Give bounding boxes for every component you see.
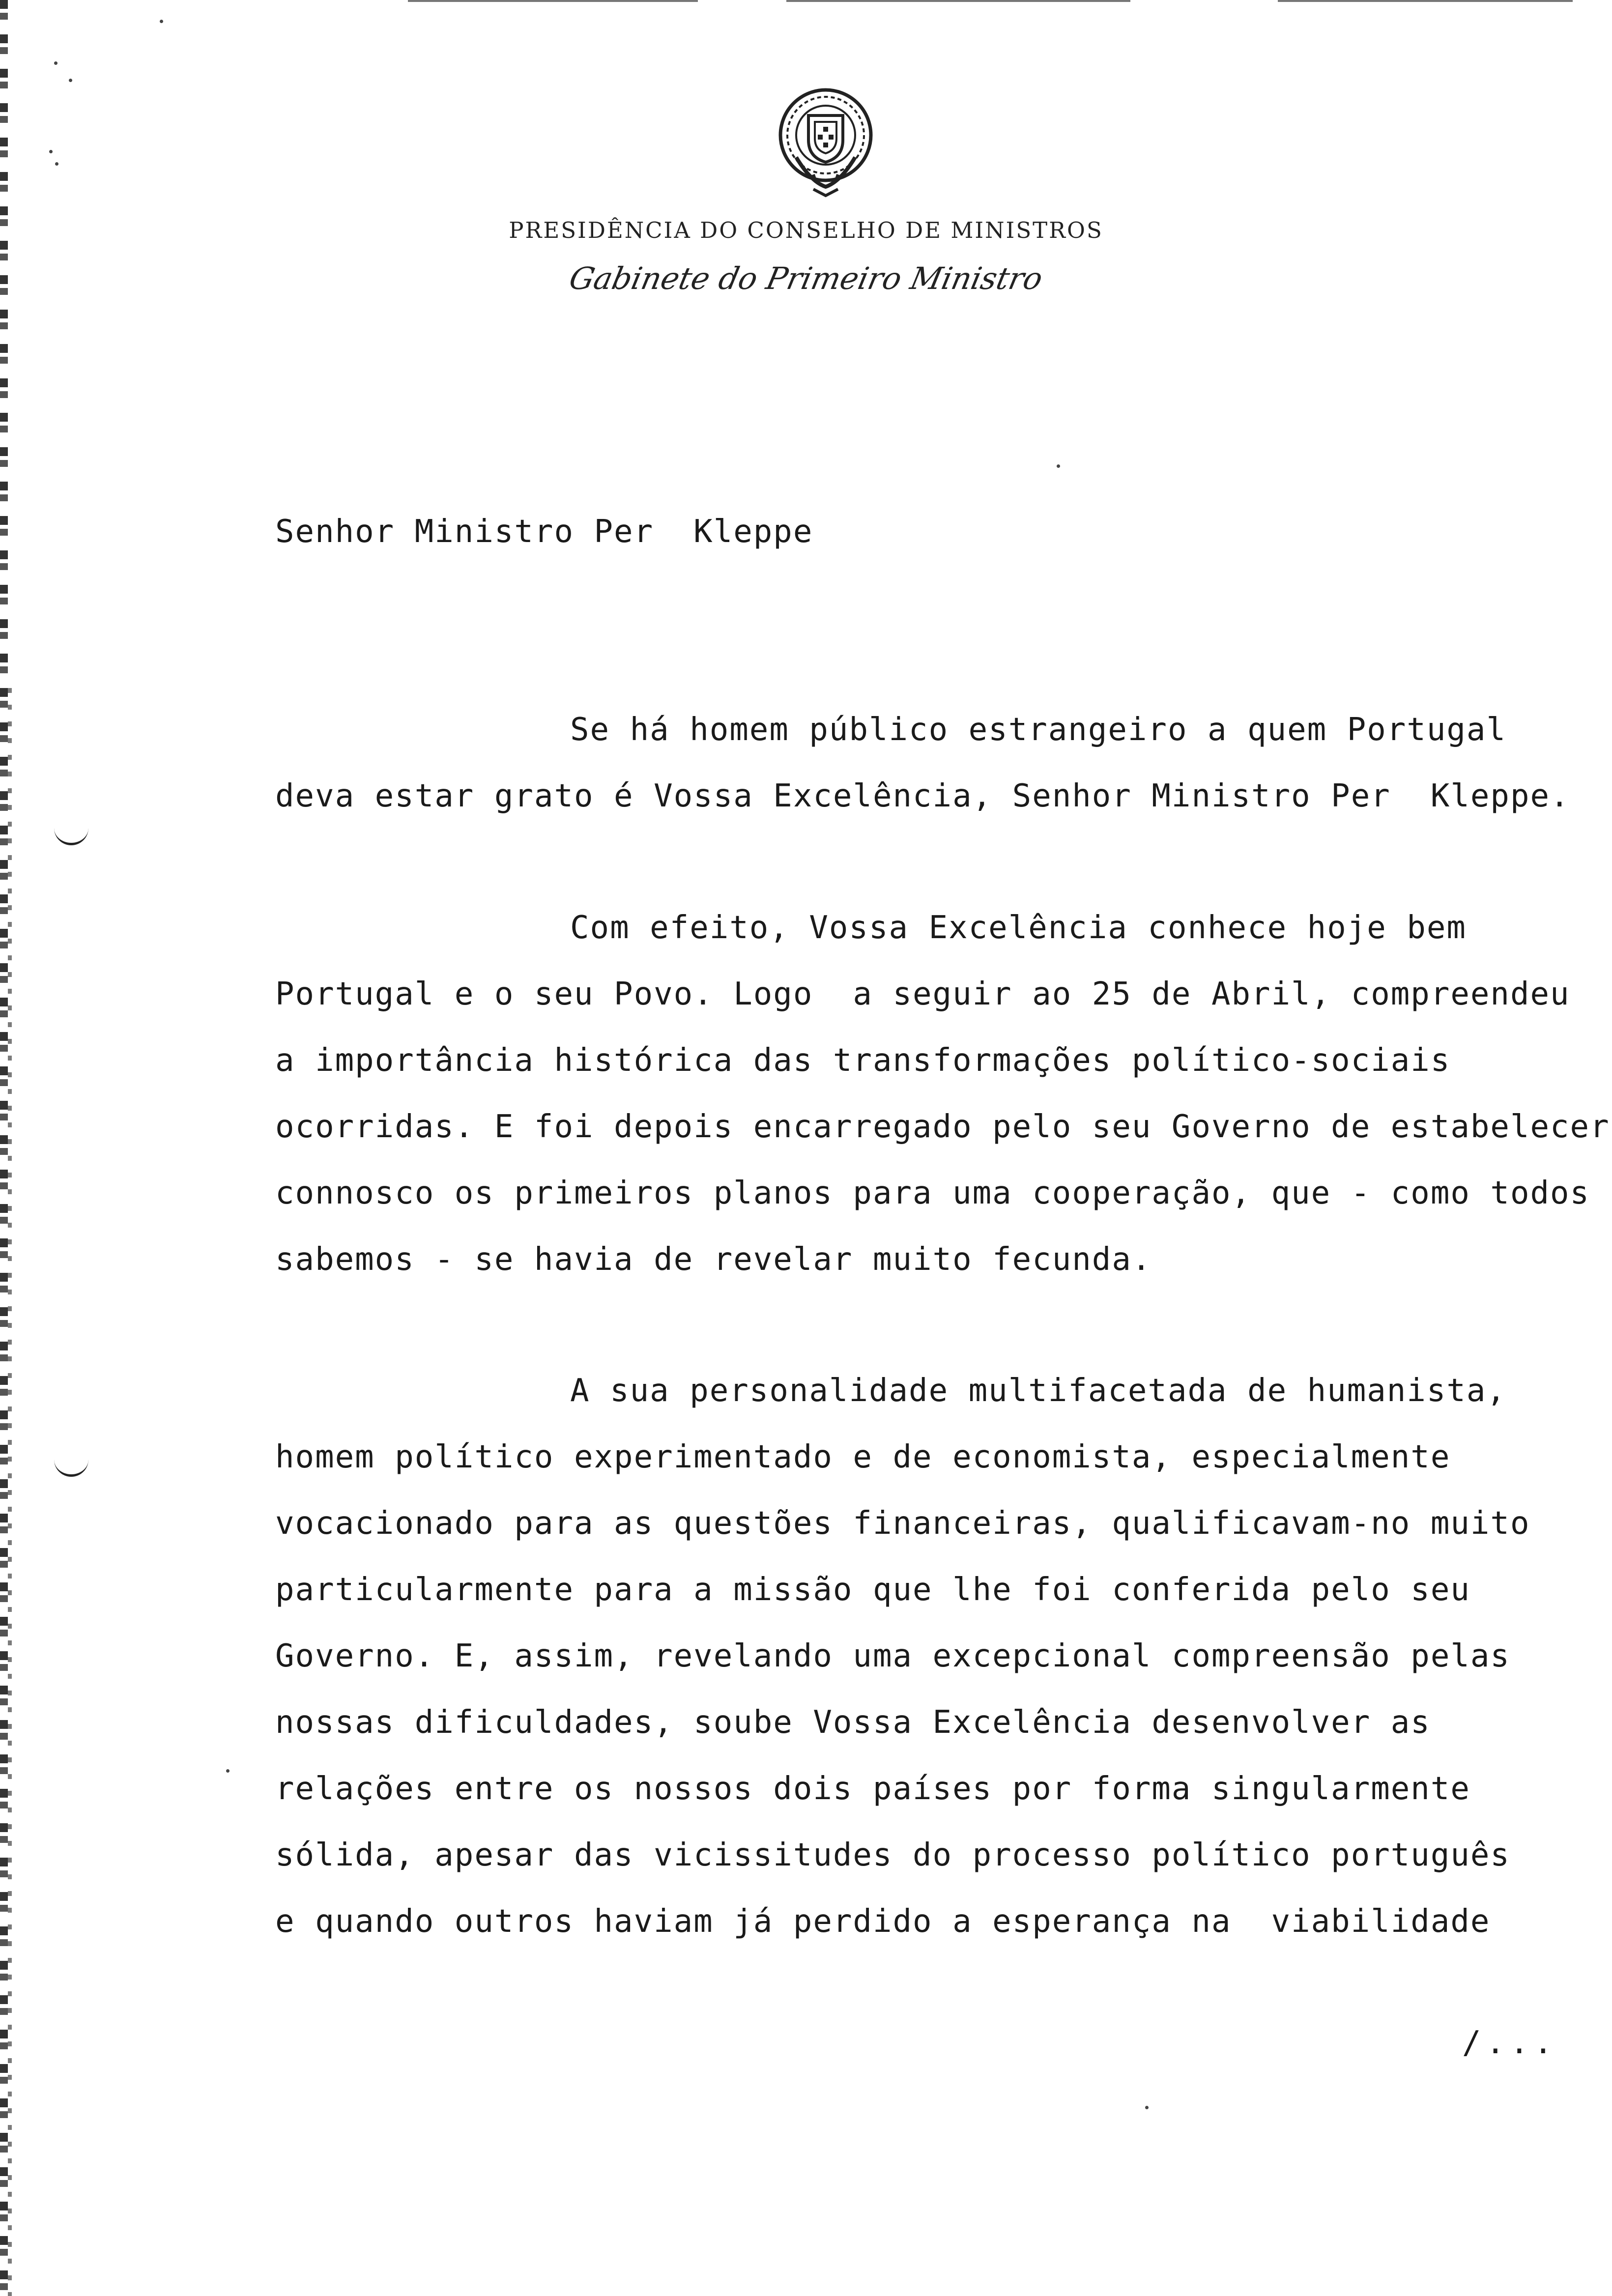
scan-speck bbox=[55, 162, 58, 166]
scan-speck bbox=[160, 20, 163, 23]
body-line: connosco os primeiros planos para uma cooperação, que - como todos bbox=[275, 1175, 1590, 1211]
body-line: sólida, apesar das vicissitudes do processo político português bbox=[275, 1837, 1510, 1873]
scan-speck bbox=[226, 1769, 230, 1773]
body-line: sabemos - se havia de revelar muito fecunda. bbox=[275, 1241, 1152, 1278]
continuation-mark: /... bbox=[1462, 2025, 1558, 2061]
body-line: a importância histórica das transformações político-sociais bbox=[275, 1042, 1451, 1079]
scan-top-edge bbox=[786, 0, 1130, 2]
scan-bracket-mark bbox=[54, 1455, 88, 1477]
body-line: particularmente para a missão que lhe foi conferida pelo seu bbox=[275, 1572, 1470, 1608]
scan-speck bbox=[49, 150, 53, 153]
scan-speck bbox=[54, 61, 58, 65]
body-line: Com efeito, Vossa Excelência conhece hoje bem bbox=[570, 910, 1467, 946]
letterhead-institution: PRESIDÊNCIA DO CONSELHO DE MINISTROS bbox=[509, 217, 1103, 243]
body-line: homem político experimentado e de economista, especialmente bbox=[275, 1439, 1451, 1475]
body-line: Governo. E, assim, revelando uma excepcional compreensão pelas bbox=[275, 1638, 1510, 1674]
scan-left-edge-shadow bbox=[8, 688, 12, 2296]
salutation: Senhor Ministro Per Kleppe bbox=[275, 514, 813, 550]
body-line: ocorridas. E foi depois encarregado pelo seu Governo de estabelecer bbox=[275, 1109, 1610, 1145]
body-line: deva estar grato é Vossa Excelência, Senhor Ministro Per Kleppe. bbox=[275, 778, 1570, 814]
coat-of-arms-icon bbox=[767, 84, 885, 201]
scan-top-edge bbox=[408, 0, 698, 2]
scan-speck bbox=[1145, 2106, 1149, 2109]
body-line: nossas dificuldades, soube Vossa Excelência desenvolver as bbox=[275, 1704, 1431, 1741]
scan-left-edge bbox=[0, 0, 8, 2296]
scan-speck bbox=[69, 79, 72, 82]
body-line: Portugal e o seu Povo. Logo a seguir ao 25 de Abril, compreendeu bbox=[275, 976, 1570, 1012]
scan-speck bbox=[1057, 464, 1060, 468]
body-line: vocacionado para as questões financeiras, qualificavam-no muito bbox=[275, 1505, 1530, 1542]
body-line: A sua personalidade multifacetada de humanista, bbox=[570, 1373, 1506, 1409]
scan-bracket-mark bbox=[54, 823, 88, 845]
letterhead-office: Gabinete do Primeiro Ministro bbox=[566, 260, 1046, 296]
body-line: e quando outros haviam já perdido a esperança na viabilidade bbox=[275, 1903, 1491, 1940]
scan-top-edge bbox=[1278, 0, 1573, 2]
body-line: Se há homem público estrangeiro a quem Portugal bbox=[570, 712, 1506, 748]
body-line: relações entre os nossos dois países por forma singularmente bbox=[275, 1771, 1470, 1807]
